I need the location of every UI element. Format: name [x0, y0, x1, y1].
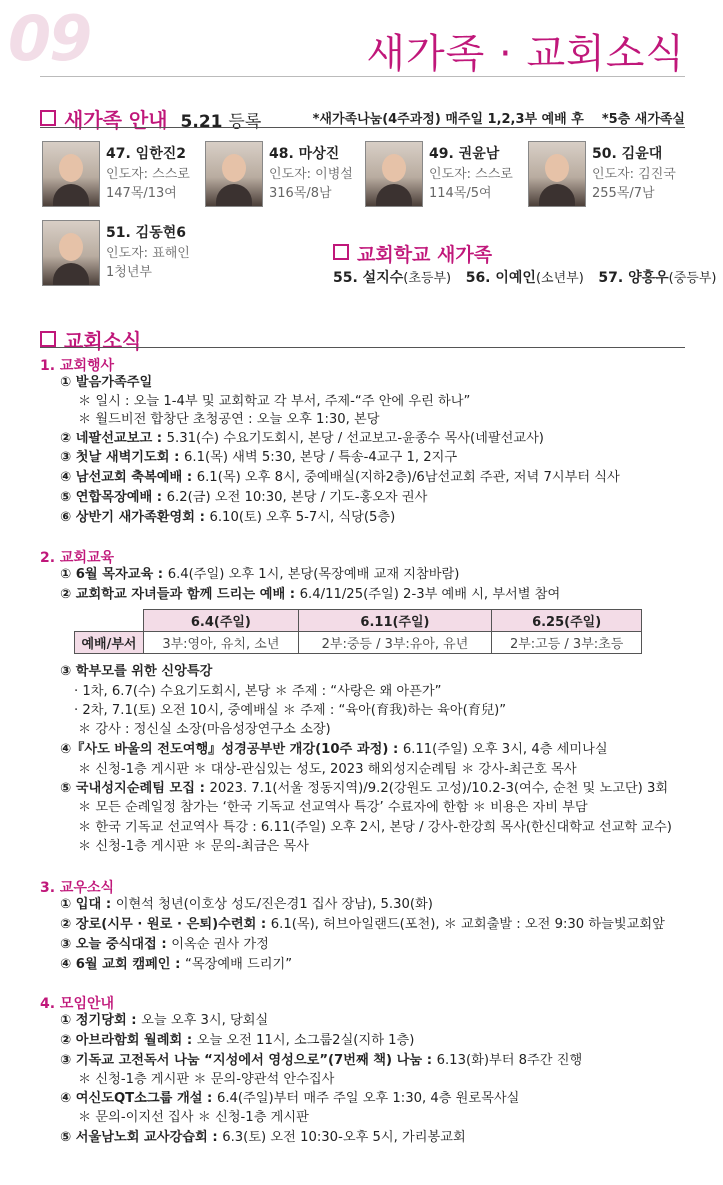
category-heading: 2. 교회교육	[40, 550, 115, 566]
school-new-list: 55. 설지수(초등부) 56. 이예인(소년부) 57. 양홍우(중등부)	[333, 270, 717, 286]
member-group: 316목/8남	[269, 186, 332, 201]
title-divider	[40, 76, 685, 77]
news-detail: ＊ 월드비전 합창단 초청공연 : 오늘 오후 1:30, 본당	[78, 412, 380, 427]
news-item: ③ 오늘 중식대접 : 이옥순 권사 가정	[60, 937, 269, 952]
news-item: ② 네팔선교보고 : 5.31(수) 수요기도회시, 본당 / 선교보고-윤종수 목사(네팔선교사)	[60, 431, 544, 446]
category-heading: 3. 교우소식	[40, 880, 115, 896]
member-name: 47. 임한진2	[106, 146, 186, 162]
news-heading: 교회소식	[40, 325, 141, 354]
table-cell: 3부:영아, 유치, 소년	[144, 632, 299, 654]
member-card	[205, 141, 370, 211]
news-detail: · 2차, 7.1(토) 오전 10시, 중예배실 ＊ 주제 : “육아(育我)하는 육아(育兒)”	[74, 703, 507, 718]
member-group: 255목/7남	[592, 186, 655, 201]
member-guide: 인도자: 스스로	[429, 167, 513, 182]
news-detail: ＊ 문의-이지선 집사 ＊ 신청-1층 게시판	[78, 1110, 309, 1125]
news-detail: ＊ 신청-1층 게시판 ＊ 문의-최금은 목사	[78, 839, 309, 854]
member-group: 1청년부	[106, 265, 152, 280]
news-detail: ＊ 강사 : 정신실 소장(마음성장연구소 소장)	[78, 722, 331, 737]
news-detail: · 1차, 6.7(수) 수요기도회시, 본당 ＊ 주제 : “사랑은 왜 아픈가”	[74, 684, 442, 699]
news-item: ② 아브라함회 월례회 : 오늘 오전 11시, 소그룹2실(지하 1층)	[60, 1033, 415, 1048]
member-name: 48. 마상진	[269, 146, 340, 162]
member-photo	[528, 141, 586, 207]
news-item: ③ 학부모를 위한 신앙특강	[60, 664, 213, 679]
table-row-label: 예배/부서	[75, 632, 144, 654]
page-number: 09	[8, 2, 91, 75]
news-detail: ＊ 한국 기독교 선교역사 특강 : 6.11(주일) 오후 2시, 본당 / 강사-한강희 목사(한신대학교 선교학 교수)	[78, 820, 672, 835]
member-card	[42, 220, 207, 290]
member-guide: 인도자: 스스로	[106, 167, 190, 182]
member-name: 50. 김윤대	[592, 146, 663, 162]
member-guide: 인도자: 김진국	[592, 167, 676, 182]
member-card	[528, 141, 688, 211]
section-divider	[40, 347, 685, 348]
news-item: ① 발음가족주일	[60, 375, 153, 390]
member-photo	[365, 141, 423, 207]
table-header: 6.4(주일)	[144, 610, 299, 632]
register-date: 5.21 등록	[180, 112, 262, 132]
worship-schedule-table	[74, 609, 642, 654]
section-divider	[40, 127, 685, 128]
news-item: ② 교회학교 자녀들과 함께 드리는 예배 : 6.4/11/25(주일) 2-3부 예배 시, 부서별 참여	[60, 587, 561, 602]
category-heading: 4. 모임안내	[40, 996, 115, 1012]
new-family-heading: 새가족 안내 5.21 등록	[40, 104, 261, 133]
member-name: 49. 권윤남	[429, 146, 500, 162]
member-photo	[42, 220, 100, 286]
news-item: ① 정기당회 : 오늘 오후 3시, 당회실	[60, 1013, 269, 1028]
news-item: ① 6월 목자교육 : 6.4(주일) 오후 1시, 본당(목장예배 교재 지참바람)	[60, 567, 460, 582]
square-icon	[333, 244, 349, 260]
news-item: ③ 첫날 새벽기도회 : 6.1(목) 새벽 5:30, 본당 / 특송-4교구 1, 2지구	[60, 450, 458, 465]
page-title: 새가족 · 교회소식	[366, 31, 685, 77]
news-item: ⑥ 상반기 새가족환영회 : 6.10(토) 오후 5-7시, 식당(5층)	[60, 510, 396, 525]
table-header: 6.11(주일)	[298, 610, 492, 632]
news-item: ③ 기독교 고전독서 나눔 “지성에서 영성으로”(7번째 책) 나눔 : 6.13(화)부터 8주간 진행	[60, 1053, 583, 1068]
table-corner	[75, 610, 144, 632]
member-group: 147목/13여	[106, 186, 177, 201]
member-photo	[205, 141, 263, 207]
news-detail: ＊ 신청-1층 게시판 ＊ 대상-관심있는 성도, 2023 해외성지순례팀 ＊ 강사-최근호 목사	[78, 762, 577, 777]
square-icon	[40, 331, 56, 347]
new-family-notice: *새가족나눔(4주과정) 매주일 1,2,3부 예배 후 *5층 새가족실	[312, 112, 685, 127]
member-name: 51. 김동현6	[106, 225, 186, 241]
table-cell: 2부:중등 / 3부:유아, 유년	[298, 632, 492, 654]
news-item: ⑤ 연합목장예배 : 6.2(금) 오전 10:30, 본당 / 기도-홍오자 권사	[60, 490, 428, 505]
news-detail: ＊ 신청-1층 게시판 ＊ 문의-양관석 안수집사	[78, 1072, 335, 1087]
news-item: ① 입대 : 이현석 청년(이호상 성도/진은경1 집사 장남), 5.30(화)	[60, 897, 433, 912]
member-guide: 인도자: 이병설	[269, 167, 353, 182]
table-header: 6.25(주일)	[492, 610, 642, 632]
table-cell: 2부:고등 / 3부:초등	[492, 632, 642, 654]
category-heading: 1. 교회행사	[40, 358, 115, 374]
school-new-heading: 교회학교 새가족	[333, 240, 492, 267]
news-item: ⑤ 서울남노회 교사강습회 : 6.3(토) 오전 10:30-오후 5시, 가리봉교회	[60, 1130, 466, 1145]
news-item: ④『사도 바울의 전도여행』성경공부반 개강(10주 과정) : 6.11(주일) 오후 3시, 4층 세미나실	[60, 742, 608, 757]
member-card	[365, 141, 530, 211]
news-item: ④ 여신도QT소그룹 개설 : 6.4(주일)부터 매주 주일 오후 1:30, 4층 원로목사실	[60, 1091, 520, 1106]
news-item: ④ 남선교회 축복예배 : 6.1(목) 오후 8시, 중예배실(지하2층)/6남선교회 주관, 저녁 7시부터 식사	[60, 470, 620, 485]
member-group: 114목/5여	[429, 186, 492, 201]
member-photo	[42, 141, 100, 207]
news-item: ② 장로(시무 · 원로 · 은퇴)수련회 : 6.1(목), 허브아일랜드(포천), ＊ 교회출발 : 오전 9:30 하늘빛교회앞	[60, 917, 665, 932]
news-detail: ＊ 모든 순례일정 참가는 ‘한국 기독교 선교역사 특강’ 수료자에 한함 ＊ 비용은 자비 부담	[78, 800, 588, 815]
news-item: ⑤ 국내성지순례팀 모집 : 2023. 7.1(서울 정동지역)/9.2(강원도 고성)/10.2-3(여수, 순천 및 노고단) 3회	[60, 781, 669, 796]
news-item: ④ 6월 교회 캠페인 : “목장예배 드리기”	[60, 957, 293, 972]
square-icon	[40, 110, 56, 126]
news-detail: ＊ 일시 : 오늘 1-4부 및 교회학교 각 부서, 주제-“주 안에 우린 하나”	[78, 394, 471, 409]
member-card	[42, 141, 207, 211]
member-guide: 인도자: 표해인	[106, 246, 190, 261]
